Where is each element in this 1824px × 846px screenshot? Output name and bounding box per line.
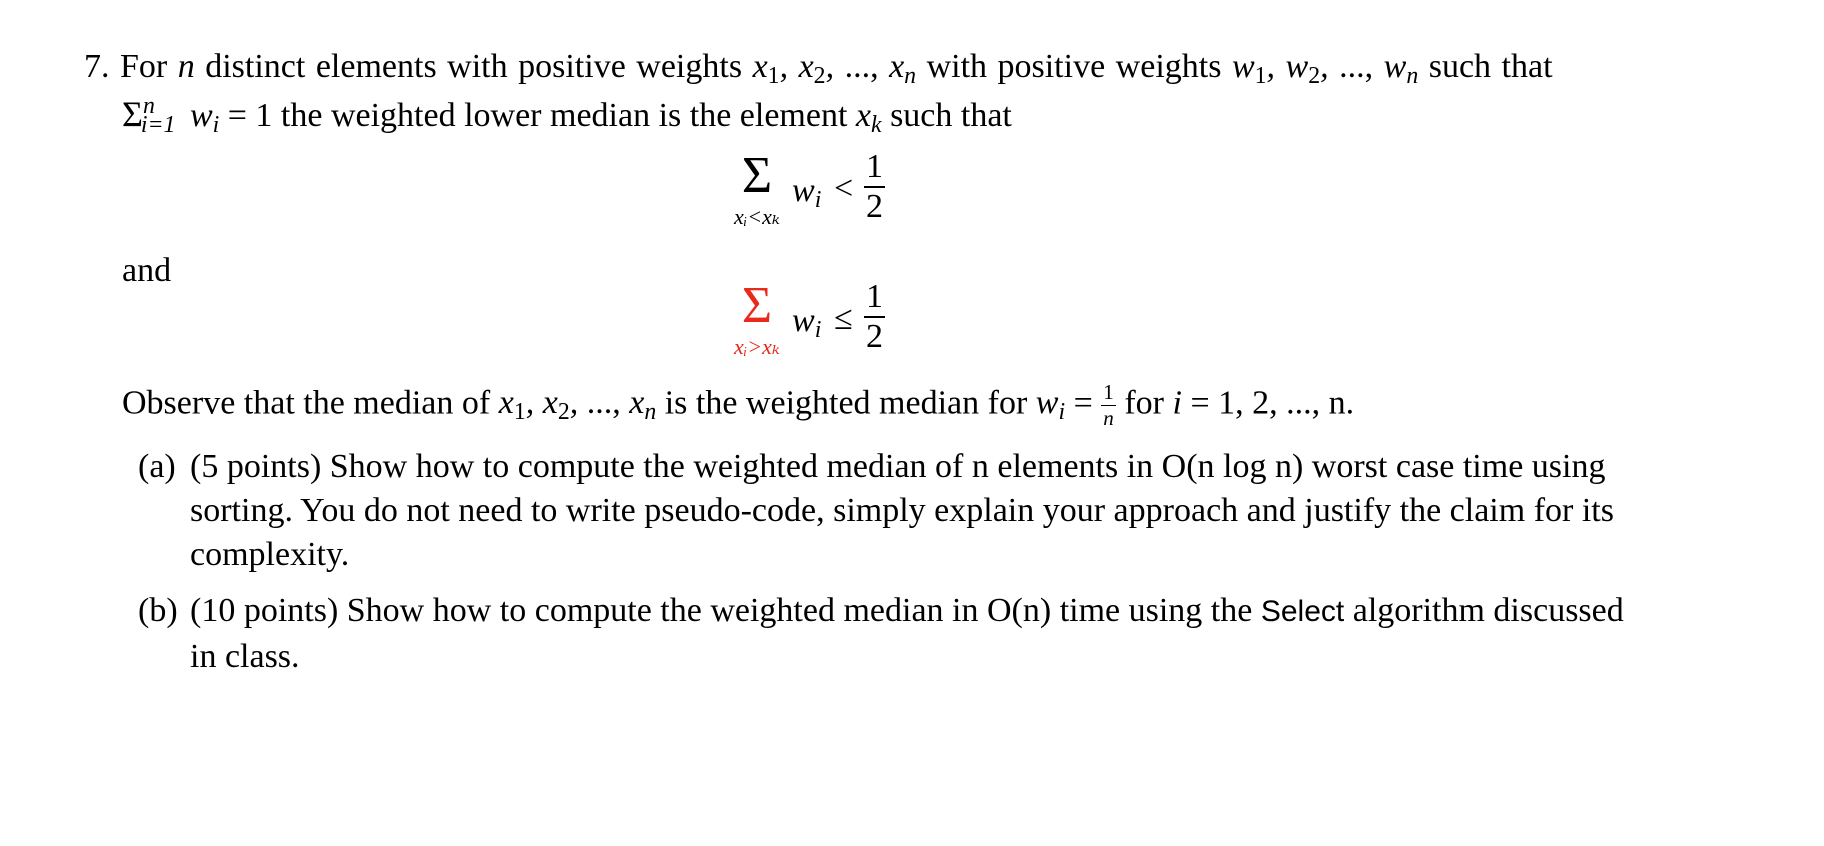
part-b-label: (b) [138,592,178,629]
fraction-one-half: $\frac{1}{2}$ [866,148,883,225]
part-a-text-3: complexity. [190,536,350,573]
observe-line: Observe that the median of $x_1$, $x_2$, ..., $x_n$ is the weighted median for $w_i$ = $\frac{1}{n}$ for i = 1, 2, ..., n. [122,380,1355,431]
part-b-text-2: in class. [190,638,300,675]
highlighted-sum-condition: xᵢ>xₖ [734,334,780,359]
part-a-text-2: sorting. You do not need to write pseudo-code, simply explain your approach and justify the claim for its [190,492,1614,529]
problem-number: 7. [84,48,110,85]
select-algorithm-name: Select [1260,595,1345,628]
and-label: and [122,252,172,289]
part-a-label: (a) [138,448,176,485]
x-sequence: $x_1$, $x_2$, ..., $x_n$ [752,48,917,89]
problem-intro-line: 7. For n distinct elements with positive weights $x_1$, $x_2$, ..., $x_n$ with positive weights $w_1$, $w_2$, ..., $w_n$ such that [84,48,1553,89]
inline-sum: $\Sigma^n_{i=1}$ [122,92,176,138]
highlighted-sigma: Σ [741,277,773,334]
problem-line-2: $\Sigma^n_{i=1}$ $w_i = 1$ the weighted lower median is the element $x_k$ such that [122,92,1012,138]
equation-upper-sum: Σ xᵢ>xₖ $w_i$ ≤ $\frac{1}{2}$ [712,280,912,370]
w-sequence: $w_1$, $w_2$, ..., $w_n$ [1231,48,1419,89]
part-a-text-1: (5 points) Show how to compute the weighted median of n elements in O(n log n) worst case time using [190,448,1606,485]
part-b-text-1: (10 points) Show how to compute the weighted median in O(n) time using the Select algorithm discussed [190,592,1624,629]
equation-lower-sum: Σ xᵢ<xₖ $w_i$ < $\frac{1}{2}$ [734,147,883,229]
